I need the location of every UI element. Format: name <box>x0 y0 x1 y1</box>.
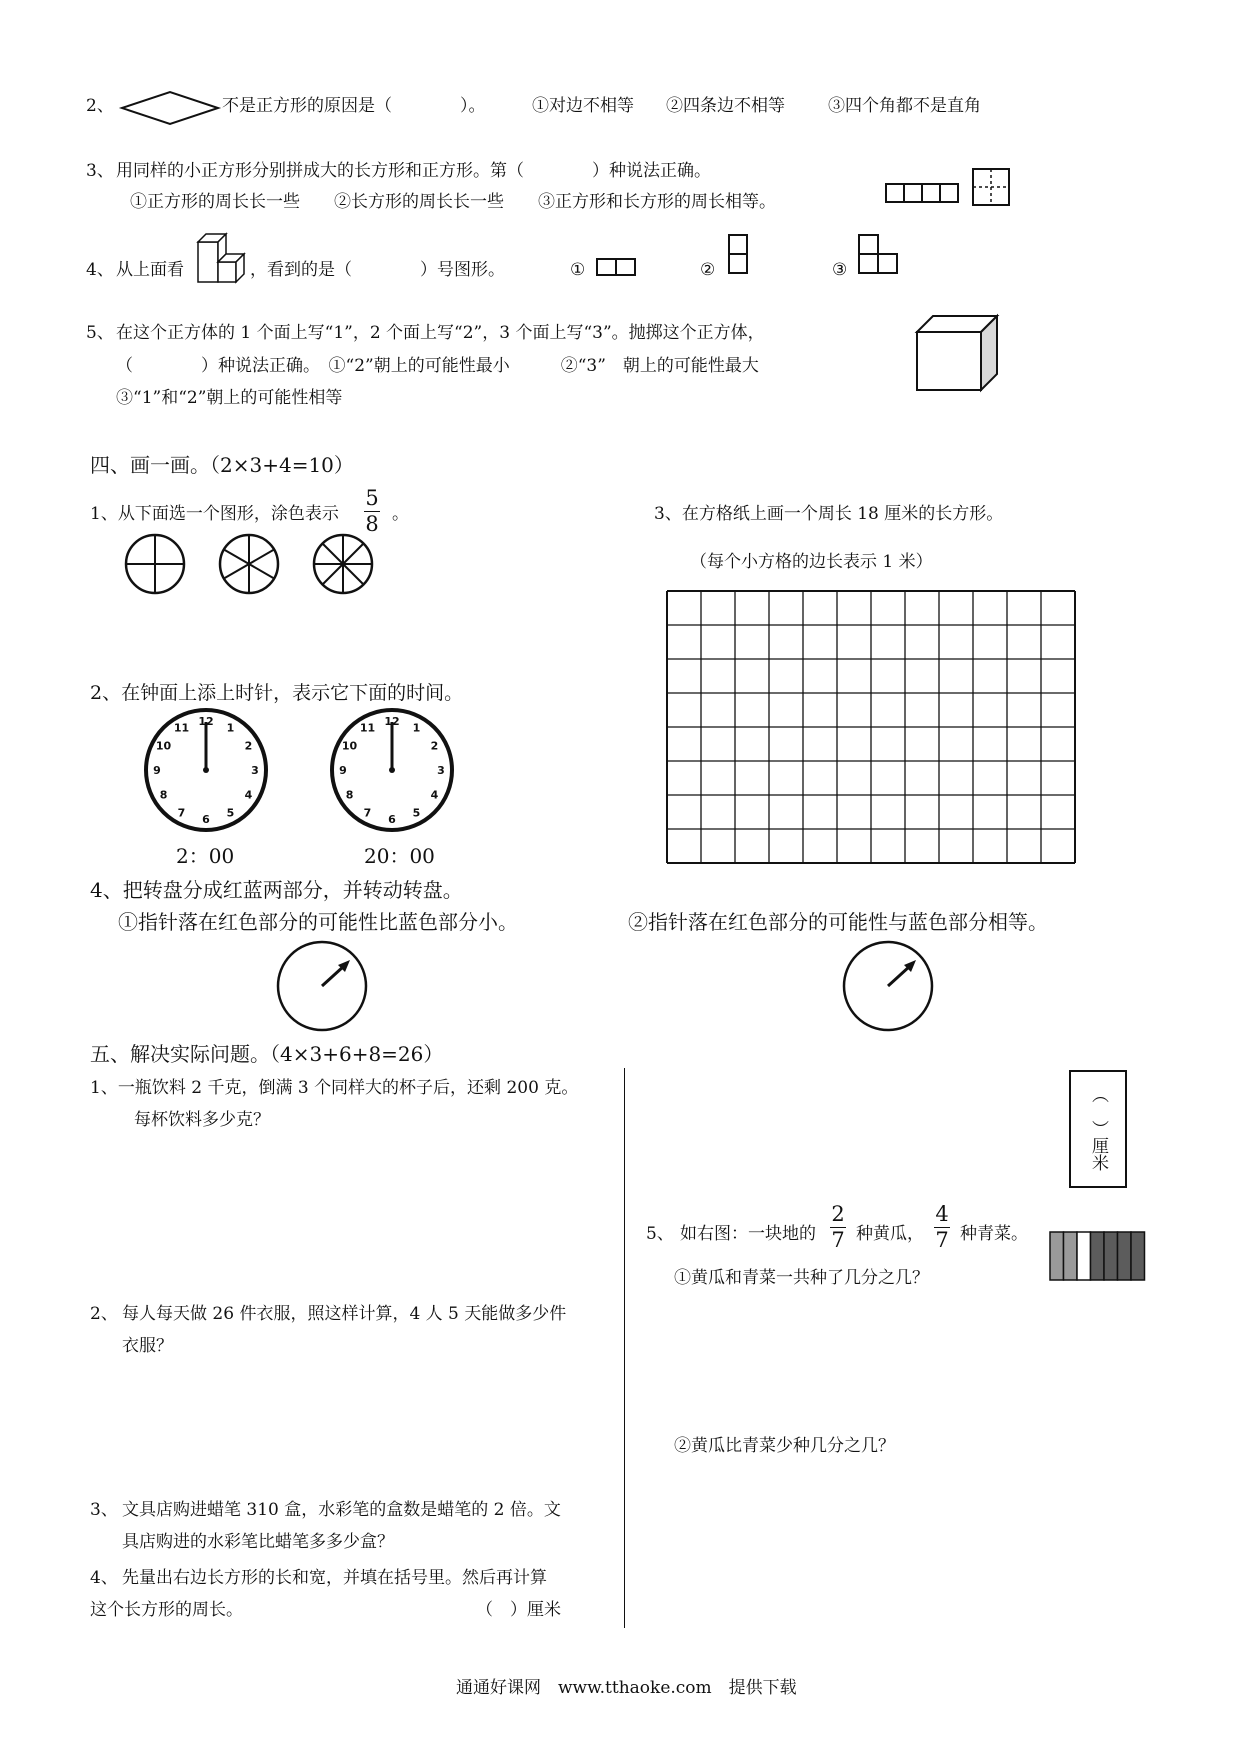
grid-paper[interactable] <box>666 590 1082 866</box>
s5-q5-part-b: ②黄瓜比青菜少种几分之几？ <box>674 1436 895 1456</box>
s4-q3-text: 3、在方格纸上画一个周长 18 厘米的长方形。 <box>654 504 1004 524</box>
s5-q4-rectangle <box>1069 1070 1127 1188</box>
s5-q3-line-1: 文具店购进蜡笔 310 盒，水彩笔的盒数是蜡笔的 2 倍。文 <box>122 1500 561 1520</box>
rectangle-of-squares-figure <box>885 183 961 205</box>
q3-options: ①正方形的周长长一些 ②长方形的周长长一些 ③正方形和长方形的周长相等。 <box>130 192 776 212</box>
fraction-4-7 <box>934 1204 950 1251</box>
svg-text:4: 4 <box>244 788 253 802</box>
svg-text:7: 7 <box>363 806 372 820</box>
clock-face-1[interactable] <box>142 706 270 834</box>
s5-q4-line-1: 先量出右边长方形的长和宽，并填在括号里。然后再计算 <box>122 1568 547 1588</box>
q4-option-2-figure <box>728 234 750 276</box>
q4-option-1-figure <box>596 258 638 278</box>
square-of-squares-figure <box>972 168 1012 208</box>
cube-figure <box>915 314 999 392</box>
svg-text:2: 2 <box>244 739 253 753</box>
s5-q1-line-1: 1、一瓶饮料 2 千克，倒满 3 个同样大的杯子后，还剩 200 克。 <box>90 1078 579 1098</box>
s4-q1-end: 。 <box>392 504 409 524</box>
q4-option-1-label: ① <box>570 260 586 280</box>
circle-quarters-figure <box>124 533 188 597</box>
fraction-denominator: 8 <box>365 512 379 536</box>
spinner-2[interactable] <box>840 938 936 1034</box>
q4-option-3-figure <box>858 234 900 276</box>
svg-text:3: 3 <box>251 764 259 777</box>
section-4-title: 四、画一画。（2×3+4=10） <box>90 453 354 477</box>
svg-text:10: 10 <box>155 739 172 753</box>
q5-line-3: ③“1”和“2”朝上的可能性相等 <box>116 388 343 408</box>
fraction-numerator: 2 <box>831 1202 845 1226</box>
svg-text:12: 12 <box>198 715 214 728</box>
q5-number: 5、 <box>86 323 114 343</box>
q4-option-2-label: ② <box>700 260 716 280</box>
svg-text:7: 7 <box>177 806 186 820</box>
svg-text:9: 9 <box>153 764 161 777</box>
q3-question: 用同样的小正方形分别拼成大的长方形和正方形。第（ ）种说法正确。 <box>116 161 711 181</box>
q5-line-2: （ ）种说法正确。 ①“2”朝上的可能性最小 ②“3” 朝上的可能性最大 <box>116 356 759 376</box>
svg-text:10: 10 <box>341 739 358 753</box>
q2-option-3: ③四个角都不是直角 <box>828 96 981 116</box>
s4-q4-option-b: ②指针落在红色部分的可能性与蓝色部分相等。 <box>628 910 1048 934</box>
circle-sixths-figure <box>218 533 282 597</box>
svg-text:8: 8 <box>345 788 354 802</box>
svg-text:1: 1 <box>412 721 421 735</box>
q4-option-3-label: ③ <box>832 260 848 280</box>
svg-text:4: 4 <box>430 788 439 802</box>
fraction-numerator: 5 <box>365 486 379 510</box>
svg-text:2: 2 <box>430 739 439 753</box>
s5-q5-text-3: 种青菜。 <box>960 1224 1028 1244</box>
svg-text:6: 6 <box>202 813 210 826</box>
q4-text-2: ，看到的是（ ）号图形。 <box>250 260 505 280</box>
svg-text:12: 12 <box>384 715 400 728</box>
svg-text:8: 8 <box>159 788 168 802</box>
s5-q3-line-2: 具店购进的水彩笔比蜡笔多多少盒？ <box>122 1532 394 1552</box>
svg-text:1: 1 <box>226 721 235 735</box>
s5-q4-line-2: 这个长方形的周长。 <box>90 1600 243 1620</box>
s5-q5-text-1: 如右图：一块地的 <box>680 1224 816 1244</box>
s4-q1-text: 1、从下面选一个图形，涂色表示 <box>90 504 339 524</box>
fraction-5-8 <box>364 488 380 535</box>
q3-number: 3、 <box>86 161 114 181</box>
s5-q2-line-1: 每人每天做 26 件衣服，照这样计算，4 人 5 天能做多少件 <box>122 1304 567 1324</box>
svg-text:9: 9 <box>339 764 347 777</box>
fraction-denominator: 7 <box>831 1228 845 1252</box>
s5-q3-number: 3、 <box>90 1500 118 1520</box>
q2-question: 不是正方形的原因是（ ）。 <box>222 96 486 116</box>
q4-text-1: 从上面看 <box>116 260 184 280</box>
fraction-2-7 <box>830 1204 846 1251</box>
rhombus-figure <box>120 90 220 126</box>
s5-q5-part-a: ①黄瓜和青菜一共种了几分之几？ <box>674 1268 929 1288</box>
s5-q2-number: 2、 <box>90 1304 118 1324</box>
q4-number: 4、 <box>86 260 114 280</box>
q2-number: 2、 <box>86 96 114 116</box>
footer-credit: 通通好课网 www.tthaoke.com 提供下载 <box>456 1678 797 1698</box>
land-division-figure <box>1048 1230 1148 1282</box>
section-5-title: 五、解决实际问题。（4×3+6+8=26） <box>90 1042 444 1066</box>
svg-text:3: 3 <box>437 764 445 777</box>
s5-q4-width-blank[interactable]: （ ）厘米 <box>1088 1086 1108 1171</box>
fraction-denominator: 7 <box>935 1228 949 1252</box>
spinner-1[interactable] <box>274 938 370 1034</box>
s5-q4-number: 4、 <box>90 1568 118 1588</box>
clock-2-time: 20：00 <box>364 844 435 868</box>
s4-q4-option-a: ①指针落在红色部分的可能性比蓝色部分小。 <box>118 910 518 934</box>
stacked-cubes-figure <box>196 232 246 284</box>
s5-q4-length-blank[interactable]: （ ）厘米 <box>476 1600 561 1620</box>
s5-q5-text-2: 种黄瓜， <box>856 1224 924 1244</box>
circle-eighths-figure <box>312 533 376 597</box>
q2-option-1: ①对边不相等 <box>532 96 634 116</box>
s4-q2-text: 2、在钟面上添上时针，表示它下面的时间。 <box>90 682 464 704</box>
s4-q3-note: （每个小方格的边长表示 1 米） <box>690 552 933 572</box>
q2-option-2: ②四条边不相等 <box>666 96 785 116</box>
s4-q4-text: 4、把转盘分成红蓝两部分，并转动转盘。 <box>90 878 463 902</box>
s5-q1-line-2: 每杯饮料多少克？ <box>134 1110 270 1130</box>
svg-text:11: 11 <box>173 721 190 735</box>
svg-text:5: 5 <box>412 806 421 820</box>
s5-q5-number: 5、 <box>646 1224 674 1244</box>
q5-line-1: 在这个正方体的 1 个面上写“1”，2 个面上写“2”，3 个面上写“3”。抛掷这个正方体， <box>116 323 765 343</box>
clock-1-time: 2：00 <box>176 844 235 868</box>
fraction-numerator: 4 <box>935 1202 949 1226</box>
svg-text:5: 5 <box>226 806 235 820</box>
svg-text:6: 6 <box>388 813 396 826</box>
column-divider <box>624 1068 625 1628</box>
s5-q2-line-2: 衣服？ <box>122 1336 173 1356</box>
clock-face-2[interactable] <box>328 706 456 834</box>
svg-text:11: 11 <box>359 721 376 735</box>
